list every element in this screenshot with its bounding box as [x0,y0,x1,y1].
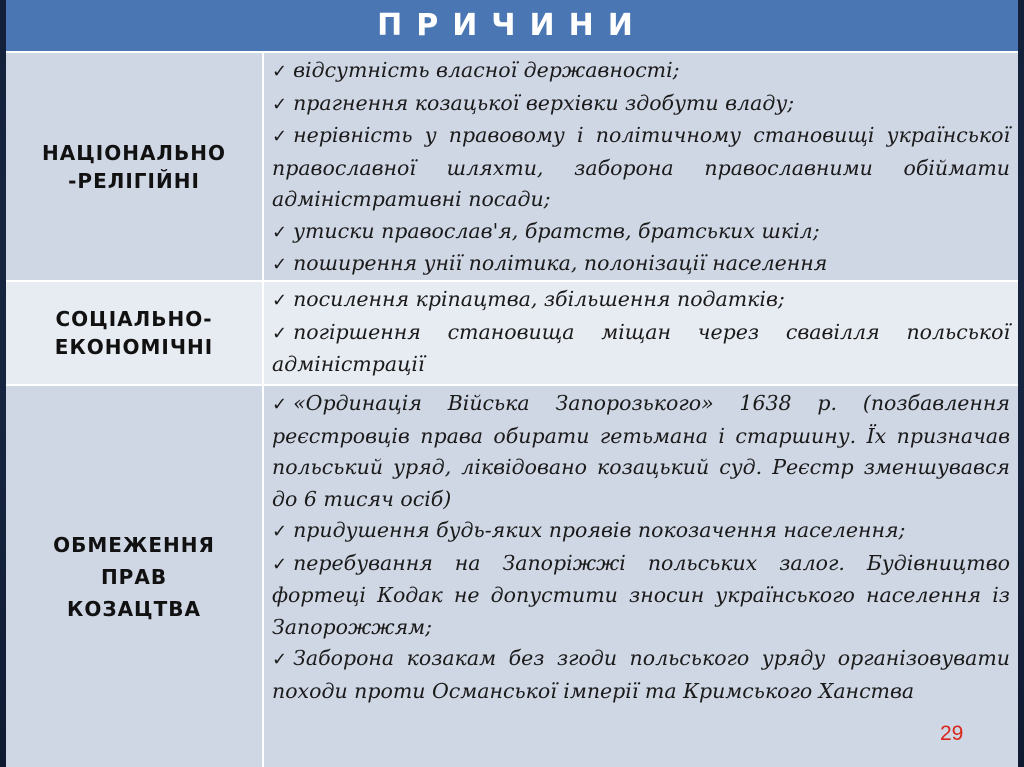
table-header [6,0,1018,53]
table-row [6,282,1018,386]
list-item: ✓ «Ординація Війська Запорозького» 1638 р. (позбавлення реєстровців права обирати гетьмана і старшину. Їх призначав польський уряд, ліквідовано козацький суд. Реєстр зменшувався до 6 тисяч осіб) [272,391,1010,511]
category-label: НАЦІОНАЛЬНО -РЕЛІГІЙНІ [41,140,227,193]
category-cell [6,386,264,767]
checkmark-icon: ✓ [272,649,288,670]
category-cell [6,282,264,384]
checkmark-icon: ✓ [272,553,288,575]
list-item: ✓ прагнення козацької верхівки здобути владу; [272,88,1010,121]
list-item: ✓ перебування на Запоріжжі польських залог. Будівництво фортеці Кодак не допустити зносин українського населення із Запорожжям; [272,550,1010,639]
list-item: ✓ придушення будь-яких проявів покозачення населення; [272,515,1010,548]
checkmark-icon: ✓ [272,61,288,82]
table-row [6,386,1018,767]
list-item: ✓ відсутність власної державності; [272,55,1010,88]
checkmark-icon: ✓ [272,521,288,542]
table-row [6,53,1018,282]
causes-table [6,0,1018,767]
category-label: ОБМЕЖЕННЯ ПРАВ КОЗАЦТВА [53,532,215,621]
checkmark-icon: ✓ [272,394,288,415]
page-number: 29 [940,722,964,745]
items-cell [272,388,1010,707]
list-item: ✓ поширення унії політика, полонізації населення [272,248,1010,281]
table-title: ПРИЧИНИ [377,8,647,43]
list-item: ✓ Заборона козакам без згоди польського уряду організовувати походи проти Османської імперії та Кримського Ханства [272,646,1010,703]
category-label: СОЦІАЛЬНО-ЕКОНОМІЧНІ [54,307,214,359]
list-item: ✓ утиски православ'я, братств, братських шкіл; [272,216,1010,249]
category-cell [6,53,264,280]
checkmark-icon: ✓ [272,322,288,344]
list-item: ✓ нерівність у правовому і політичному становищі української православної шляхти, заборона православними обіймати адміністративні посади; [272,123,1010,211]
checkmark-icon: ✓ [272,254,288,275]
items-cell [272,55,1010,281]
items-cell [272,284,1010,381]
checkmark-icon: ✓ [272,93,288,115]
checkmark-icon: ✓ [272,126,288,147]
checkmark-icon: ✓ [272,221,288,243]
checkmark-icon: ✓ [272,290,288,311]
list-item: ✓ погіршення становища міщан через свавілля польської адміністрації [272,319,1010,376]
list-item: ✓ посилення кріпацтва, збільшення податків; [272,284,1010,317]
